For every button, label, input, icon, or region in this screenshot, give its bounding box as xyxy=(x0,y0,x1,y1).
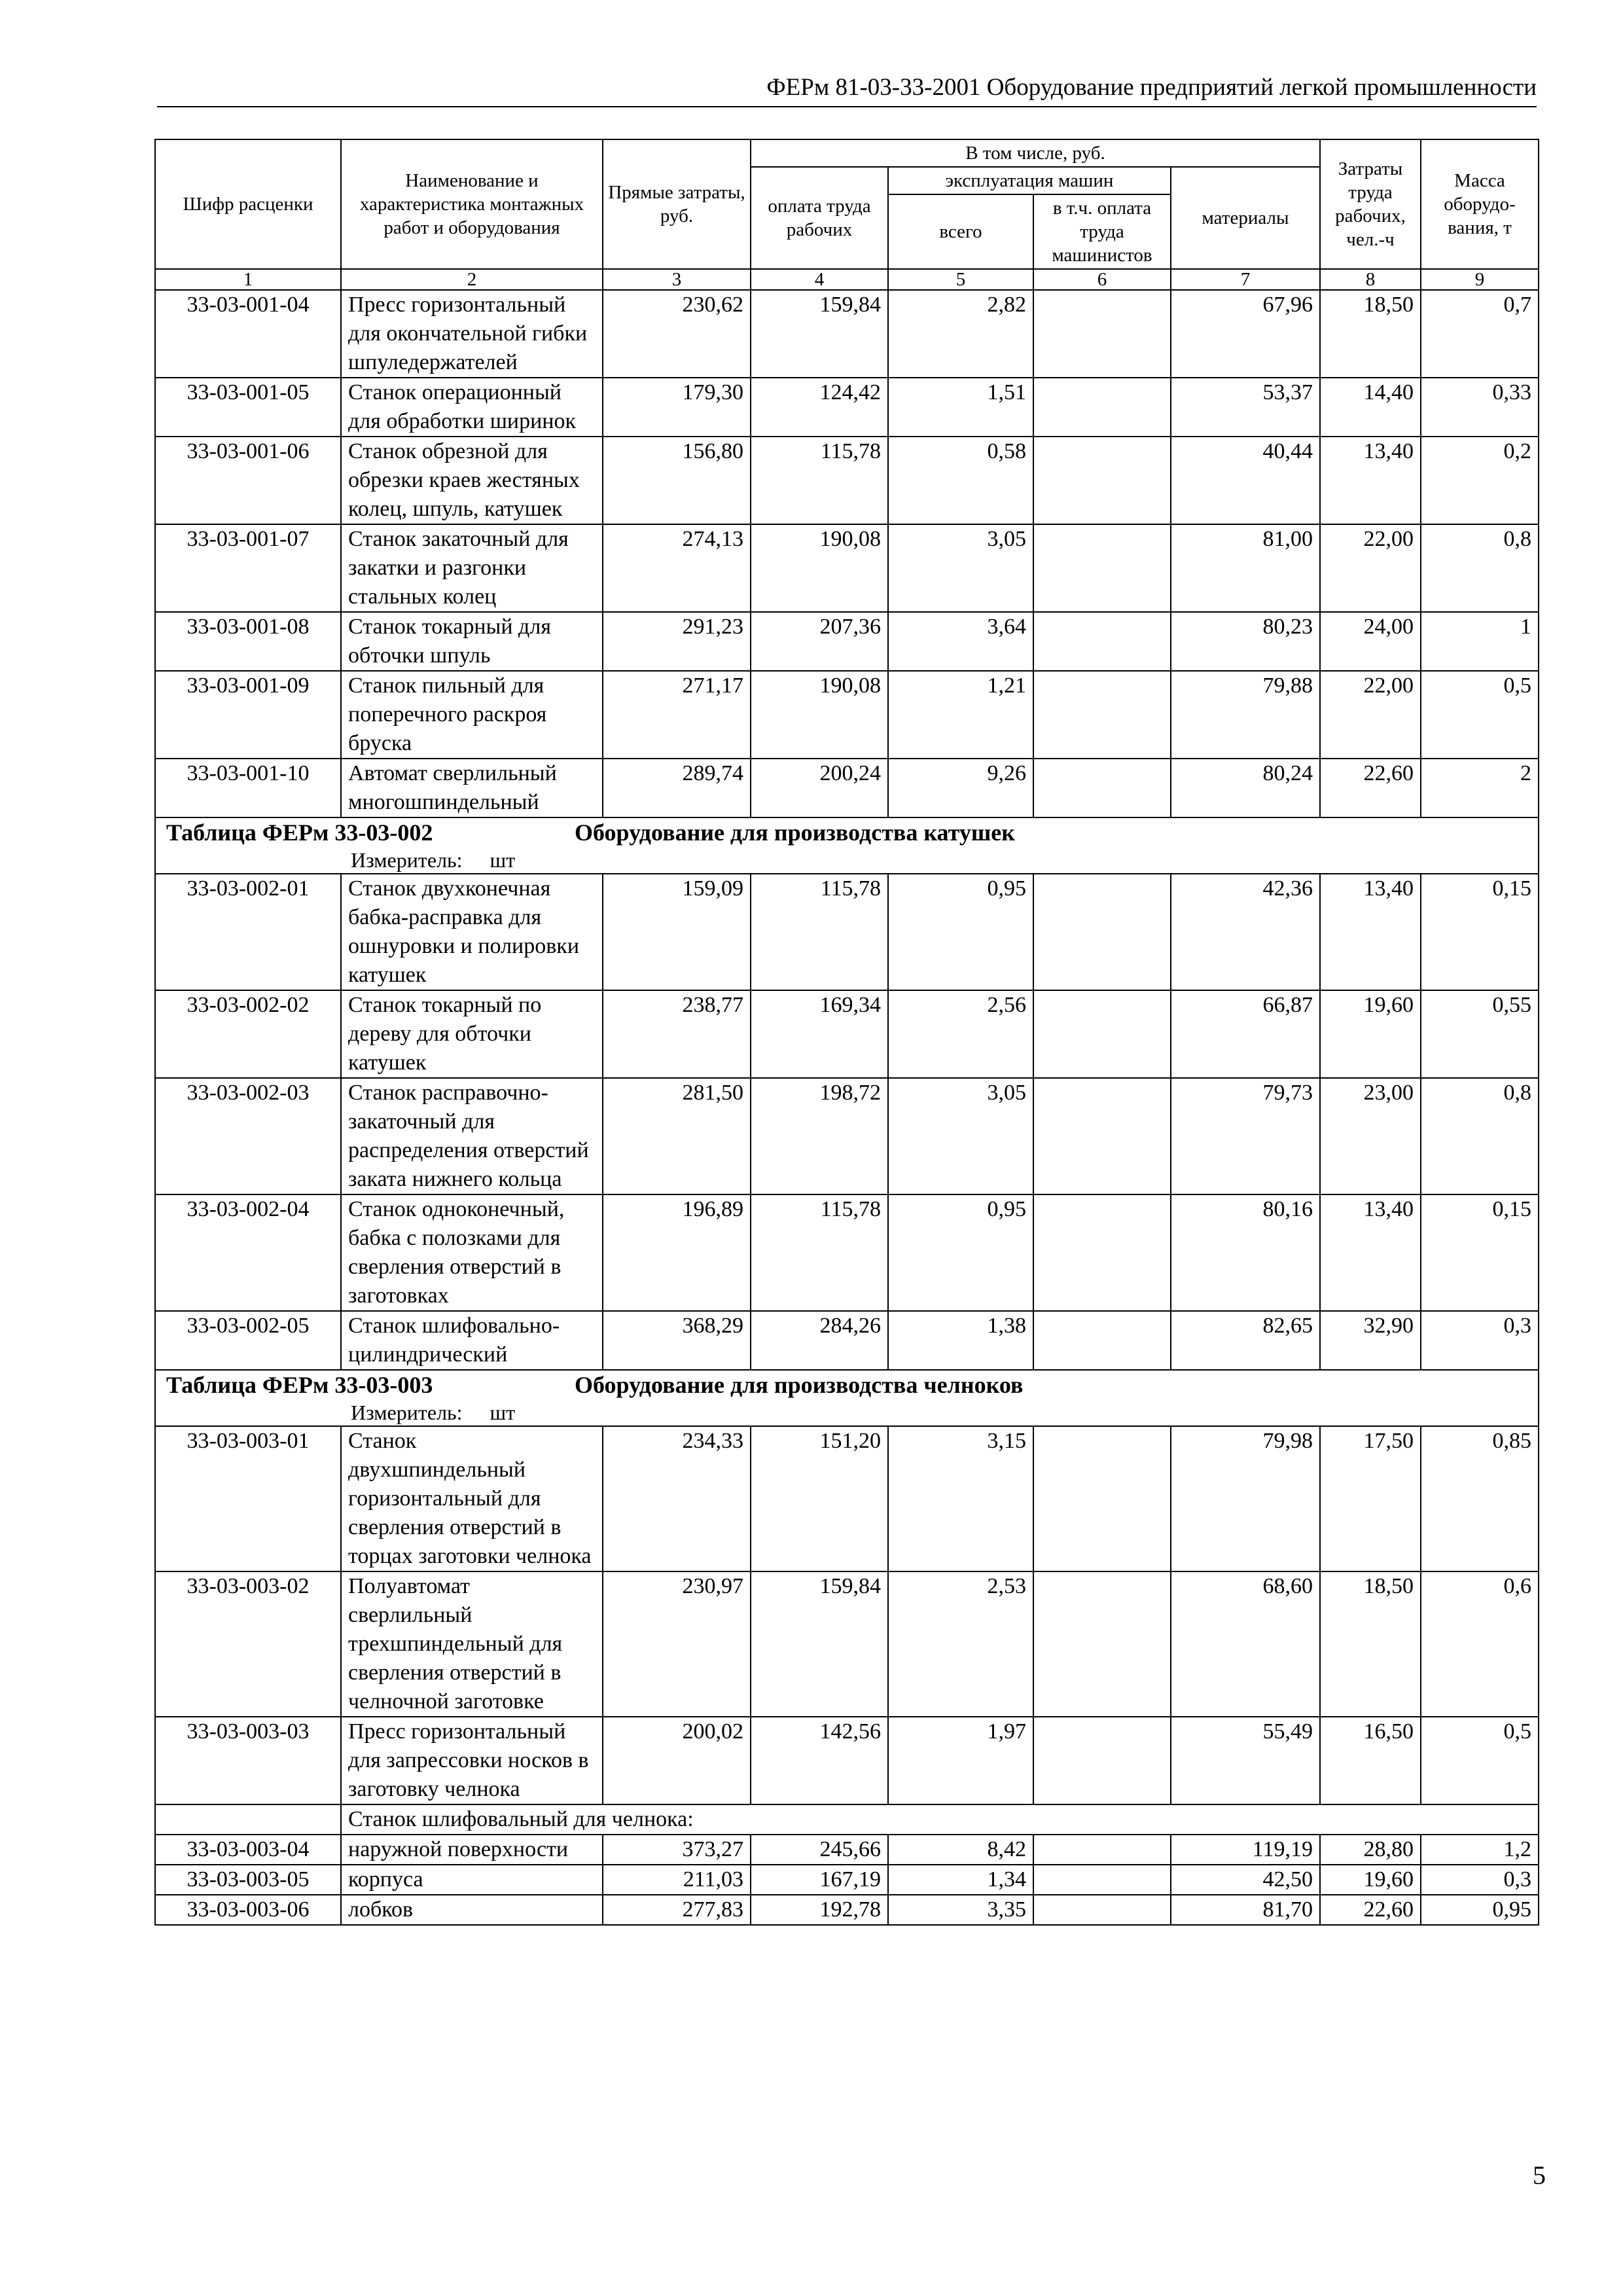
equipment-mass: 0,8 xyxy=(1421,524,1539,612)
rate-code: 33-03-002-02 xyxy=(155,990,341,1078)
table-row xyxy=(155,524,1539,612)
work-name: Станок шлифовально-цилиндрический xyxy=(341,1311,603,1370)
equipment-mass: 0,3 xyxy=(1421,1311,1539,1370)
rate-code: 33-03-001-09 xyxy=(155,671,341,759)
equipment-mass: 0,2 xyxy=(1421,437,1539,524)
unit-value: шт xyxy=(490,848,516,872)
work-name: Полуавтомат сверлильный трехшпиндельный для сверления отверстий в челночной заготовке xyxy=(341,1571,603,1717)
labor-hours: 23,00 xyxy=(1320,1078,1421,1194)
machine-cost: 2,56 xyxy=(888,990,1033,1078)
direct-cost: 368,29 xyxy=(603,1311,751,1370)
work-name: Станок токарный по дереву для обточки катушек xyxy=(341,990,603,1078)
equipment-mass: 0,33 xyxy=(1421,378,1539,437)
machine-cost: 3,05 xyxy=(888,524,1033,612)
work-name: наружной поверхности xyxy=(341,1835,603,1865)
materials-cost: 42,36 xyxy=(1171,874,1320,990)
work-name: Автомат сверлильный многошпиндельный xyxy=(341,759,603,817)
materials-cost: 66,87 xyxy=(1171,990,1320,1078)
labor-pay: 115,78 xyxy=(751,1194,888,1311)
direct-cost: 281,50 xyxy=(603,1078,751,1194)
machine-operator-pay xyxy=(1033,437,1171,524)
machine-operator-pay xyxy=(1033,1717,1171,1804)
labor-hours: 19,60 xyxy=(1320,1865,1421,1895)
col-direct-header: Прямые затраты, руб. xyxy=(603,139,751,269)
column-number: 5 xyxy=(888,269,1033,290)
work-name: Станок операционный для обработки ширинок xyxy=(341,378,603,437)
labor-hours: 13,40 xyxy=(1320,874,1421,990)
rate-code: 33-03-003-06 xyxy=(155,1895,341,1925)
equipment-mass: 0,5 xyxy=(1421,671,1539,759)
section-code: Таблица ФЕРм 33-03-003 xyxy=(166,1372,433,1398)
table-row xyxy=(155,1194,1539,1311)
equipment-mass: 0,3 xyxy=(1421,1865,1539,1895)
work-name: Станок расправочно-закаточный для распределения отверстий заката нижнего кольца xyxy=(341,1078,603,1194)
machine-cost: 1,34 xyxy=(888,1865,1033,1895)
direct-cost: 196,89 xyxy=(603,1194,751,1311)
column-number: 4 xyxy=(751,269,888,290)
work-name: корпуса xyxy=(341,1865,603,1895)
table-row xyxy=(155,378,1539,437)
direct-cost: 291,23 xyxy=(603,612,751,671)
table-row xyxy=(155,759,1539,817)
col-machine-total-header: всего xyxy=(888,194,1033,269)
rate-code: 33-03-003-03 xyxy=(155,1717,341,1804)
direct-cost: 274,13 xyxy=(603,524,751,612)
column-number: 2 xyxy=(341,269,603,290)
materials-cost: 81,00 xyxy=(1171,524,1320,612)
equipment-mass: 0,6 xyxy=(1421,1571,1539,1717)
machine-cost: 0,58 xyxy=(888,437,1033,524)
section-002 xyxy=(155,817,1539,874)
direct-cost: 156,80 xyxy=(603,437,751,524)
labor-pay: 284,26 xyxy=(751,1311,888,1370)
materials-cost: 68,60 xyxy=(1171,1571,1320,1717)
table-body-003-sub xyxy=(155,1835,1539,1925)
table-body-001 xyxy=(155,290,1539,817)
labor-hours: 22,60 xyxy=(1320,1895,1421,1925)
column-number: 1 xyxy=(155,269,341,290)
section-title: Оборудование для производства челноков xyxy=(575,1372,1024,1398)
rate-code: 33-03-001-08 xyxy=(155,612,341,671)
equipment-mass: 1 xyxy=(1421,612,1539,671)
rate-code: 33-03-001-04 xyxy=(155,290,341,378)
equipment-mass: 1,2 xyxy=(1421,1835,1539,1865)
col-including-header: В том числе, руб. xyxy=(751,139,1320,167)
machine-cost: 3,15 xyxy=(888,1426,1033,1571)
labor-pay: 167,19 xyxy=(751,1865,888,1895)
labor-pay: 115,78 xyxy=(751,874,888,990)
equipment-mass: 0,7 xyxy=(1421,290,1539,378)
section-title: Оборудование для производства катушек xyxy=(575,819,1015,846)
labor-pay: 124,42 xyxy=(751,378,888,437)
table-row xyxy=(155,1426,1539,1571)
work-name: Станок обрезной для обрезки краев жестяных колец, шпуль, катушек xyxy=(341,437,603,524)
labor-hours: 32,90 xyxy=(1320,1311,1421,1370)
machine-operator-pay xyxy=(1033,1311,1171,1370)
labor-pay: 190,08 xyxy=(751,524,888,612)
table-row xyxy=(155,612,1539,671)
equipment-mass: 0,15 xyxy=(1421,1194,1539,1311)
direct-cost: 179,30 xyxy=(603,378,751,437)
direct-cost: 277,83 xyxy=(603,1895,751,1925)
col-labor-hours-header: Затраты труда рабочих, чел.-ч xyxy=(1320,139,1421,269)
table-row xyxy=(155,990,1539,1078)
labor-hours: 22,00 xyxy=(1320,524,1421,612)
rates-table xyxy=(154,139,1539,1926)
labor-pay: 198,72 xyxy=(751,1078,888,1194)
direct-cost: 271,17 xyxy=(603,671,751,759)
machine-operator-pay xyxy=(1033,990,1171,1078)
machine-cost: 0,95 xyxy=(888,1194,1033,1311)
machine-operator-pay xyxy=(1033,1426,1171,1571)
machine-operator-pay xyxy=(1033,612,1171,671)
work-name: Станок токарный для обточки шпуль xyxy=(341,612,603,671)
rate-code: 33-03-002-01 xyxy=(155,874,341,990)
machine-cost: 2,53 xyxy=(888,1571,1033,1717)
direct-cost: 159,09 xyxy=(603,874,751,990)
table-row xyxy=(155,1717,1539,1804)
direct-cost: 200,02 xyxy=(603,1717,751,1804)
machine-cost: 3,64 xyxy=(888,612,1033,671)
rate-code: 33-03-003-01 xyxy=(155,1426,341,1571)
materials-cost: 80,24 xyxy=(1171,759,1320,817)
rate-code: 33-03-001-10 xyxy=(155,759,341,817)
equipment-mass: 0,15 xyxy=(1421,874,1539,990)
column-number: 7 xyxy=(1171,269,1320,290)
table-body-002 xyxy=(155,874,1539,1370)
page-number: 5 xyxy=(1533,2161,1546,2190)
labor-hours: 24,00 xyxy=(1320,612,1421,671)
labor-hours: 13,40 xyxy=(1320,1194,1421,1311)
equipment-mass: 0,85 xyxy=(1421,1426,1539,1571)
labor-hours: 18,50 xyxy=(1320,1571,1421,1717)
direct-cost: 238,77 xyxy=(603,990,751,1078)
machine-cost: 3,05 xyxy=(888,1078,1033,1194)
rate-code: 33-03-001-06 xyxy=(155,437,341,524)
machine-operator-pay xyxy=(1033,1865,1171,1895)
equipment-mass: 0,95 xyxy=(1421,1895,1539,1925)
rate-code: 33-03-001-05 xyxy=(155,378,341,437)
table-row xyxy=(155,671,1539,759)
column-number: 9 xyxy=(1421,269,1539,290)
direct-cost: 289,74 xyxy=(603,759,751,817)
rate-code: 33-03-001-07 xyxy=(155,524,341,612)
rate-code: 33-03-003-02 xyxy=(155,1571,341,1717)
unit-label: Измеритель: xyxy=(351,848,463,872)
machine-cost: 1,38 xyxy=(888,1311,1033,1370)
work-name: лобков xyxy=(341,1895,603,1925)
direct-cost: 373,27 xyxy=(603,1835,751,1865)
work-name: Станок пильный для поперечного раскроя бруска xyxy=(341,671,603,759)
column-number: 8 xyxy=(1320,269,1421,290)
machine-operator-pay xyxy=(1033,1895,1171,1925)
machine-operator-pay xyxy=(1033,671,1171,759)
table-row xyxy=(155,290,1539,378)
page-header: ФЕРм 81-03-33-2001 Оборудование предприятий легкой промышленности xyxy=(157,73,1537,107)
rate-code: 33-03-003-04 xyxy=(155,1835,341,1865)
materials-cost: 40,44 xyxy=(1171,437,1320,524)
machine-cost: 1,21 xyxy=(888,671,1033,759)
section-003 xyxy=(155,1370,1539,1426)
materials-cost: 67,96 xyxy=(1171,290,1320,378)
work-name: Станок двухшпиндельный горизонтальный для сверления отверстий в торцах заготовки челнока xyxy=(341,1426,603,1571)
labor-pay: 200,24 xyxy=(751,759,888,817)
materials-cost: 53,37 xyxy=(1171,378,1320,437)
labor-hours: 28,80 xyxy=(1320,1835,1421,1865)
subgroup-003 xyxy=(155,1804,1539,1835)
table-row xyxy=(155,1078,1539,1194)
table-row xyxy=(155,1865,1539,1895)
table-body-003 xyxy=(155,1426,1539,1804)
materials-cost: 81,70 xyxy=(1171,1895,1320,1925)
labor-pay: 115,78 xyxy=(751,437,888,524)
labor-hours: 16,50 xyxy=(1320,1717,1421,1804)
equipment-mass: 0,8 xyxy=(1421,1078,1539,1194)
machine-cost: 2,82 xyxy=(888,290,1033,378)
table-row xyxy=(155,1571,1539,1717)
labor-pay: 192,78 xyxy=(751,1895,888,1925)
rate-code: 33-03-003-05 xyxy=(155,1865,341,1895)
machine-operator-pay xyxy=(1033,1571,1171,1717)
work-name: Станок двухконечная бабка-расправка для ошнуровки и полировки катушек xyxy=(341,874,603,990)
machine-operator-pay xyxy=(1033,1194,1171,1311)
materials-cost: 79,88 xyxy=(1171,671,1320,759)
labor-pay: 169,34 xyxy=(751,990,888,1078)
machine-cost: 0,95 xyxy=(888,874,1033,990)
direct-cost: 234,33 xyxy=(603,1426,751,1571)
work-name: Пресс горизонтальный для запрессовки носков в заготовку челнока xyxy=(341,1717,603,1804)
materials-cost: 79,98 xyxy=(1171,1426,1320,1571)
col-name-header: Наименование и характеристика монтажных работ и оборудования xyxy=(341,139,603,269)
machine-cost: 8,42 xyxy=(888,1835,1033,1865)
materials-cost: 55,49 xyxy=(1171,1717,1320,1804)
labor-hours: 14,40 xyxy=(1320,378,1421,437)
col-mass-header: Масса оборудо-вания, т xyxy=(1421,139,1539,269)
machine-cost: 1,97 xyxy=(888,1717,1033,1804)
labor-pay: 151,20 xyxy=(751,1426,888,1571)
section-heading xyxy=(155,1370,1539,1426)
direct-cost: 230,62 xyxy=(603,290,751,378)
direct-cost: 211,03 xyxy=(603,1865,751,1895)
materials-cost: 42,50 xyxy=(1171,1865,1320,1895)
labor-hours: 17,50 xyxy=(1320,1426,1421,1571)
table-row xyxy=(155,1835,1539,1865)
labor-hours: 22,00 xyxy=(1320,671,1421,759)
labor-pay: 159,84 xyxy=(751,290,888,378)
labor-hours: 19,60 xyxy=(1320,990,1421,1078)
labor-pay: 245,66 xyxy=(751,1835,888,1865)
col-code-header: Шифр расценки xyxy=(155,139,341,269)
labor-hours: 18,50 xyxy=(1320,290,1421,378)
table-row xyxy=(155,874,1539,990)
table-header xyxy=(155,139,1539,290)
machine-operator-pay xyxy=(1033,759,1171,817)
materials-cost: 80,16 xyxy=(1171,1194,1320,1311)
section-heading xyxy=(155,817,1539,874)
subgroup-title: Станок шлифовальный для челнока: xyxy=(341,1804,1539,1835)
work-name: Пресс горизонтальный для окончательной гибки шпуледержателей xyxy=(341,290,603,378)
labor-pay: 159,84 xyxy=(751,1571,888,1717)
table-row xyxy=(155,1311,1539,1370)
machine-cost: 9,26 xyxy=(888,759,1033,817)
equipment-mass: 2 xyxy=(1421,759,1539,817)
machine-cost: 3,35 xyxy=(888,1895,1033,1925)
unit-label: Измеритель: xyxy=(351,1401,463,1424)
equipment-mass: 0,5 xyxy=(1421,1717,1539,1804)
materials-cost: 82,65 xyxy=(1171,1311,1320,1370)
col-materials-header: материалы xyxy=(1171,167,1320,269)
section-code: Таблица ФЕРм 33-03-002 xyxy=(166,819,433,846)
materials-cost: 119,19 xyxy=(1171,1835,1320,1865)
col-labor-pay-header: оплата труда рабочих xyxy=(751,167,888,269)
labor-hours: 22,60 xyxy=(1320,759,1421,817)
labor-pay: 142,56 xyxy=(751,1717,888,1804)
materials-cost: 79,73 xyxy=(1171,1078,1320,1194)
materials-cost: 80,23 xyxy=(1171,612,1320,671)
rate-code: 33-03-002-03 xyxy=(155,1078,341,1194)
direct-cost: 230,97 xyxy=(603,1571,751,1717)
machine-operator-pay xyxy=(1033,524,1171,612)
col-machine-pay-header: в т.ч. оплата труда машинистов xyxy=(1033,194,1171,269)
col-machine-op-header: эксплуатация машин xyxy=(888,167,1171,194)
machine-cost: 1,51 xyxy=(888,378,1033,437)
work-name: Станок одноконечный, бабка с полозками для сверления отверстий в заготовках xyxy=(341,1194,603,1311)
rate-code: 33-03-002-05 xyxy=(155,1311,341,1370)
column-numbers-row xyxy=(155,269,1539,290)
labor-pay: 207,36 xyxy=(751,612,888,671)
table-row xyxy=(155,437,1539,524)
machine-operator-pay xyxy=(1033,874,1171,990)
labor-pay: 190,08 xyxy=(751,671,888,759)
machine-operator-pay xyxy=(1033,1835,1171,1865)
column-number: 3 xyxy=(603,269,751,290)
machine-operator-pay xyxy=(1033,378,1171,437)
rate-code: 33-03-002-04 xyxy=(155,1194,341,1311)
equipment-mass: 0,55 xyxy=(1421,990,1539,1078)
subgroup-blank-cell xyxy=(155,1804,341,1835)
machine-operator-pay xyxy=(1033,290,1171,378)
column-number: 6 xyxy=(1033,269,1171,290)
table-row xyxy=(155,1895,1539,1925)
unit-value: шт xyxy=(490,1401,516,1424)
machine-operator-pay xyxy=(1033,1078,1171,1194)
labor-hours: 13,40 xyxy=(1320,437,1421,524)
work-name: Станок закаточный для закатки и разгонки стальных колец xyxy=(341,524,603,612)
